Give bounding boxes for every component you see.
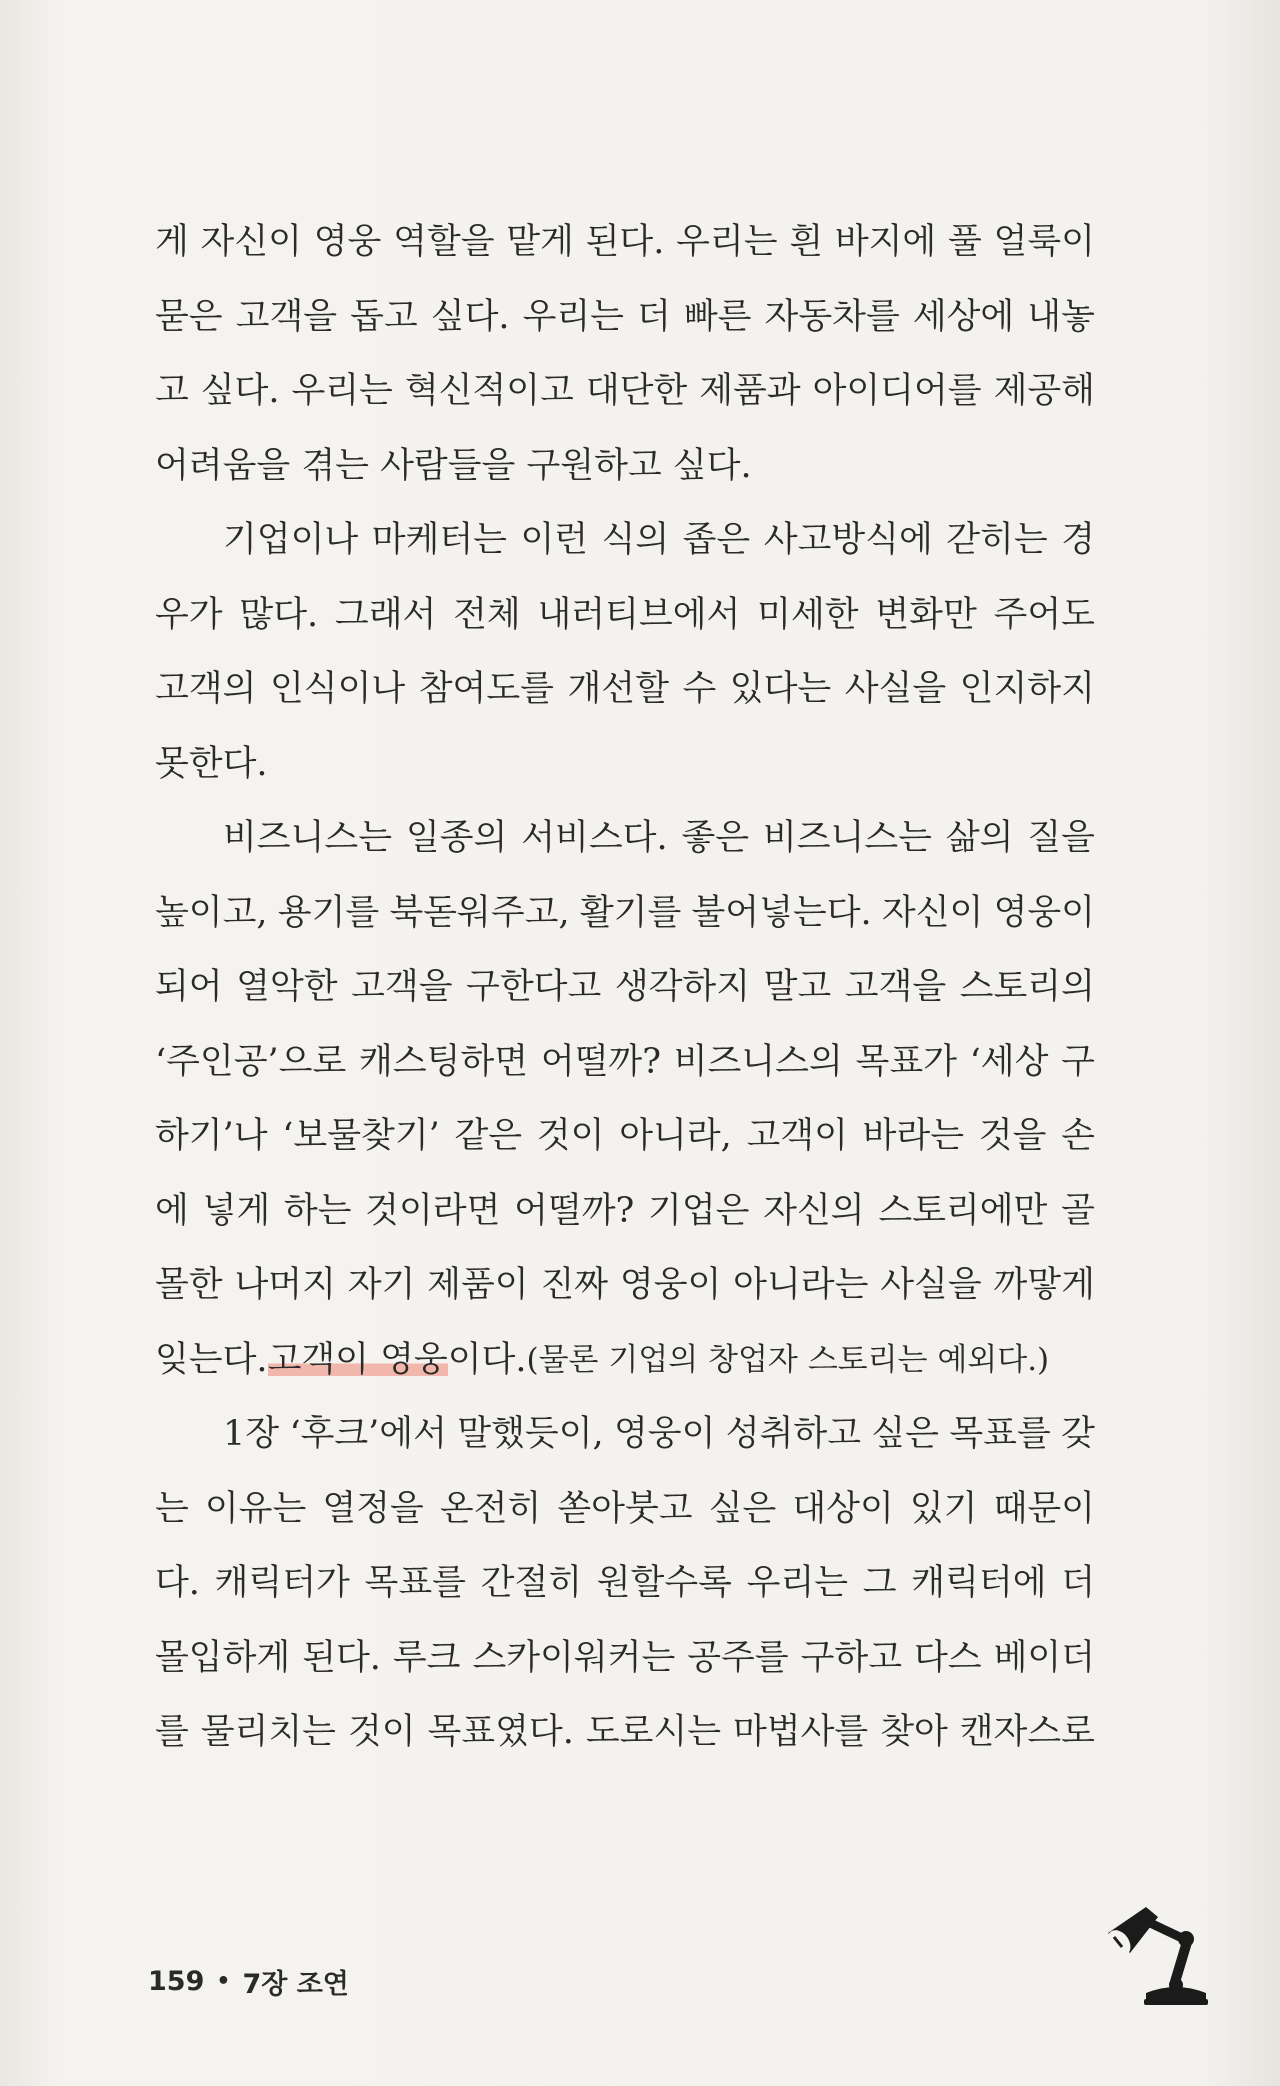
word: 개선할 <box>567 669 669 709</box>
word: 주어도 <box>993 594 1095 635</box>
word: 자신이 <box>200 222 302 262</box>
word: 빠른 <box>683 296 752 337</box>
word: 골 <box>1061 1190 1095 1231</box>
text-line <box>155 808 1095 883</box>
word: 자신이 <box>881 892 984 933</box>
word: 비즈니스의 <box>673 1041 843 1082</box>
word: 영웅이 <box>614 1414 716 1454</box>
text-line <box>155 1255 1095 1330</box>
word: 구하고 <box>800 1637 903 1678</box>
word: ‘주인공’으로 <box>155 1041 347 1082</box>
word: 북돋워주고, <box>389 892 570 933</box>
word: 구한다고 <box>466 967 602 1007</box>
text-line <box>155 883 1095 958</box>
text-line-with-highlight: 잊는다. 고객이 영웅 이다. (물론 기업의 창업자 스토리는 예외다.) <box>155 1330 1095 1405</box>
word: 되어 <box>155 967 223 1007</box>
word: 된다. <box>302 1637 381 1678</box>
word: ‘세상 <box>969 1041 1049 1082</box>
text-line <box>155 1479 1095 1554</box>
word: 목표가 <box>855 1041 957 1082</box>
word: 손 <box>1061 1116 1095 1156</box>
text-line <box>155 1702 1095 1777</box>
word: 캔자스로 <box>959 1712 1095 1752</box>
word: 고객을 <box>351 967 453 1007</box>
word: 더 <box>637 296 671 337</box>
word: 마법사를 <box>733 1712 869 1752</box>
word: 하는 <box>283 1190 352 1231</box>
word: 아니라, <box>619 1116 732 1156</box>
word: 참여도를 <box>418 669 554 709</box>
chapter-title: 7장 조연 <box>242 1969 349 2000</box>
word: 루크 <box>392 1637 461 1678</box>
word: 온전히 <box>439 1488 542 1529</box>
word: 자기 <box>347 1265 416 1305</box>
word: 싶은 <box>708 1488 777 1529</box>
text-line: 어려움을 겪는 사람들을 구원하고 싶다. <box>155 445 752 486</box>
word: 성취하고 <box>725 1414 862 1454</box>
aside-note: (물론 기업의 창업자 스토리는 예외다.) <box>526 1341 1050 1378</box>
word: 수 <box>682 669 717 709</box>
word: 맡게 <box>506 222 574 262</box>
word: 물리치는 <box>200 1712 336 1752</box>
word: 목표를 <box>364 1563 466 1603</box>
text-line <box>155 1106 1095 1181</box>
word: 내러티브에서 <box>537 594 741 635</box>
text-line <box>155 1404 1095 1479</box>
word: 스토리의 <box>959 967 1095 1007</box>
word: 고객의 <box>155 669 257 709</box>
word: 고객을 <box>235 296 338 337</box>
word: 영웅이 <box>619 1265 722 1305</box>
word: 혁신적이고 <box>404 371 574 411</box>
word: 쏟아붓고 <box>557 1488 693 1529</box>
word: 우리는 <box>746 1563 849 1603</box>
word: 찾아 <box>880 1712 948 1752</box>
word: 서비스다. <box>521 818 668 858</box>
word: 얼룩이 <box>993 222 1095 262</box>
word: 흰 <box>789 222 824 262</box>
word: 묻은 <box>155 296 223 337</box>
word: 목표였다. <box>427 1712 574 1752</box>
word: 나머지 <box>234 1265 336 1305</box>
word: 풀 <box>947 222 982 262</box>
word: 열악한 <box>236 967 338 1007</box>
word: 말고 <box>763 967 832 1007</box>
word: 이런 <box>520 520 589 560</box>
word: 역할을 <box>393 222 495 262</box>
word: 싶은 <box>871 1414 939 1454</box>
word: 우리는 <box>676 222 778 262</box>
word: 영웅이 <box>993 892 1095 933</box>
footer-separator: • <box>216 1969 231 1994</box>
word: 몰입하게 <box>155 1637 291 1678</box>
word: 좁은 <box>682 520 751 560</box>
word: 아니라는 <box>733 1265 869 1305</box>
text-line <box>155 1181 1095 1256</box>
word: 는 <box>155 1488 189 1529</box>
word: 까맣게 <box>993 1265 1095 1305</box>
word: 일종의 <box>405 818 508 858</box>
word: 우리는 <box>291 371 393 411</box>
word: 갖 <box>1061 1414 1095 1454</box>
word: 싶다. <box>200 371 280 411</box>
word: 1장 <box>223 1414 280 1454</box>
word: 에 <box>155 1190 189 1231</box>
word: 대상이 <box>792 1488 894 1529</box>
word: 사고방식에 <box>763 520 933 560</box>
word: 삶의 <box>945 818 1014 858</box>
word: 기업이나 <box>223 520 359 560</box>
word: 있기 <box>909 1488 978 1529</box>
word: 원할수록 <box>596 1563 732 1603</box>
word: 공주를 <box>687 1637 789 1678</box>
word: 캐릭터에 <box>911 1563 1047 1603</box>
word: 용기를 <box>277 892 380 933</box>
text-line <box>155 361 1095 436</box>
word: 말했듯이, <box>457 1414 604 1454</box>
word: 것이 <box>347 1712 416 1752</box>
word: 게 <box>155 222 189 262</box>
word: 경 <box>1061 520 1095 560</box>
word: 제품이 <box>427 1265 529 1305</box>
text-line <box>155 287 1095 362</box>
text-line: 못한다. <box>155 743 268 784</box>
word: 비즈니스는 <box>762 818 932 858</box>
word: 스카이워커는 <box>472 1637 676 1678</box>
text-line <box>155 1553 1095 1628</box>
word: 열정을 <box>322 1488 424 1529</box>
word: 활기를 <box>579 892 682 933</box>
word: 넣게 <box>202 1190 271 1231</box>
word: 제공해 <box>993 371 1095 411</box>
desk-lamp-icon <box>1100 1895 1220 2015</box>
word: 아이디어를 <box>812 371 982 411</box>
word: 다. <box>155 1563 200 1603</box>
word: 내놓 <box>1027 296 1095 337</box>
word: 돕고 <box>350 296 418 337</box>
word: 생각하지 <box>614 967 751 1007</box>
word: 캐스팅하면 <box>359 1041 529 1082</box>
word: 그 <box>862 1563 897 1603</box>
word: 고객을 <box>844 967 947 1007</box>
word: 싶다. <box>430 296 510 337</box>
word: 있다는 <box>729 669 832 709</box>
word: 사실을 <box>844 669 947 709</box>
word: 도로시는 <box>585 1712 722 1752</box>
word: 구 <box>1061 1041 1095 1082</box>
word: 진짜 <box>540 1265 609 1305</box>
text-line <box>155 510 1095 585</box>
word: 캐릭터가 <box>214 1563 350 1603</box>
word: 이유는 <box>204 1488 307 1529</box>
word: ‘후크’에서 <box>289 1414 447 1454</box>
page-footer <box>148 1962 349 2001</box>
text-line <box>155 585 1095 660</box>
word: 때문이 <box>993 1488 1095 1529</box>
word: 더 <box>1061 1563 1095 1603</box>
word: 어떨까? <box>514 1190 635 1231</box>
body-text <box>155 212 1095 1777</box>
page-number: 159 <box>148 1966 205 1997</box>
word: 세상에 <box>912 296 1015 337</box>
word: 기업은 <box>648 1190 750 1231</box>
word: 된다. <box>585 222 665 262</box>
word: 인지하지 <box>959 669 1095 709</box>
word: 스토리에만 <box>878 1190 1048 1231</box>
word: 바지에 <box>834 222 937 262</box>
text-line <box>155 1628 1095 1703</box>
word: 간절히 <box>480 1563 583 1603</box>
text-line <box>155 659 1095 734</box>
word: 비즈니스는 <box>223 818 393 858</box>
word: 것이라면 <box>365 1190 501 1231</box>
word: 우가 <box>155 594 223 635</box>
text-line <box>155 1032 1095 1107</box>
word: 갇히는 <box>946 520 1048 560</box>
word: 자동차를 <box>764 296 900 337</box>
word: 많다. <box>239 594 319 635</box>
word: 우리는 <box>522 296 624 337</box>
word: 영웅 <box>313 222 382 262</box>
word: 높이고, <box>155 892 268 933</box>
text-line <box>155 212 1095 287</box>
word: 자신의 <box>763 1190 865 1231</box>
word: 것을 <box>978 1116 1047 1156</box>
word: 것이 <box>536 1116 605 1156</box>
word: 바라는 <box>862 1116 965 1156</box>
highlighted-phrase: 고객이 영웅 <box>268 1330 448 1405</box>
text-line <box>155 957 1095 1032</box>
word: 몰한 <box>155 1265 223 1305</box>
word: 그래서 <box>334 594 437 635</box>
word: 질을 <box>1027 818 1095 858</box>
word: 인식이나 <box>269 669 406 709</box>
word: 같은 <box>454 1116 523 1156</box>
word: 마케터는 <box>371 520 507 560</box>
word: 대단한 <box>585 371 688 411</box>
word: 어떨까? <box>540 1041 662 1082</box>
word: 전체 <box>453 594 521 635</box>
word: 변화만 <box>875 594 977 635</box>
word: 미세한 <box>757 594 859 635</box>
word: 제품과 <box>699 371 801 411</box>
word: 고객이 <box>746 1116 848 1156</box>
word: 베이더 <box>993 1637 1095 1678</box>
word: 불어넣는다. <box>691 892 872 933</box>
word: ‘보물찾기’ <box>282 1116 440 1156</box>
word: 좋은 <box>681 818 750 858</box>
word: 를 <box>155 1712 189 1752</box>
word: 다스 <box>914 1637 982 1678</box>
word: 하기’나 <box>155 1116 268 1156</box>
word: 식의 <box>601 520 670 560</box>
word: 고 <box>155 371 189 411</box>
word: 사실을 <box>880 1265 982 1305</box>
word: 목표를 <box>949 1414 1051 1454</box>
